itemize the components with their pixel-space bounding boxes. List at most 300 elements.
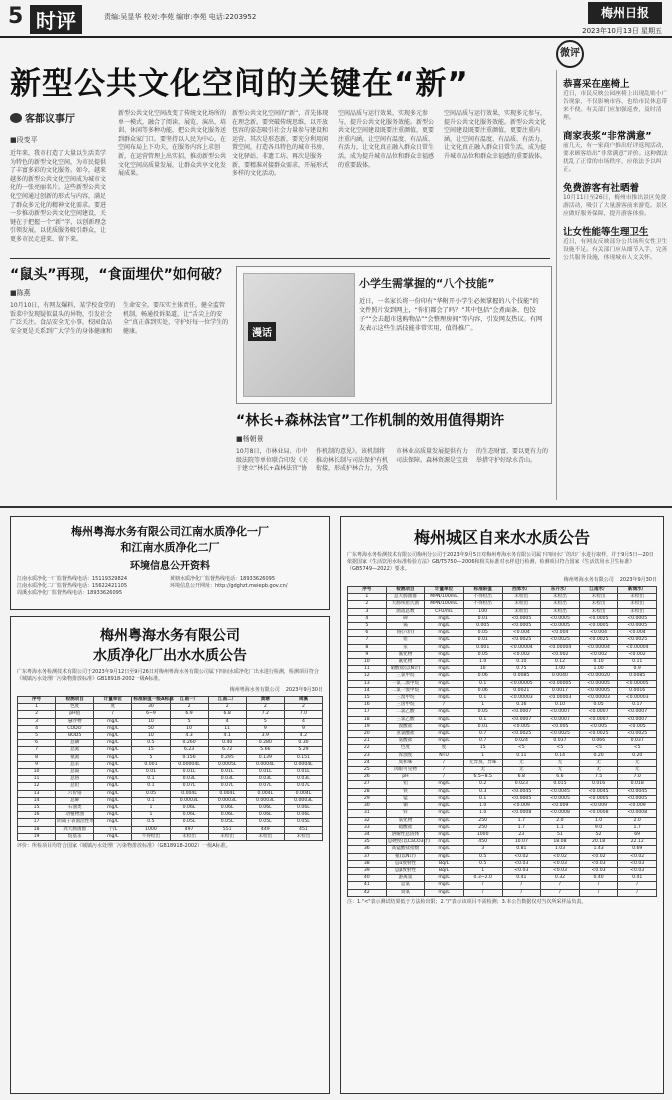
right-rail — [556, 70, 671, 500]
tw-table-cell: mg/L — [425, 781, 464, 788]
ww-company: 梅州粤海水务有限公司 — [229, 687, 280, 693]
tw-table-cell: / — [541, 882, 580, 889]
ww-column-header: 序号 — [18, 697, 56, 704]
tw-table-cell: 18 — [348, 716, 387, 723]
tw-table-cell: 12 — [348, 673, 387, 680]
tw-table-cell: 臭和味 — [386, 759, 425, 766]
ww-table-cell: mg/L — [94, 812, 132, 819]
tw-table-cell: 1 — [463, 702, 502, 709]
tw-table-row — [348, 630, 657, 637]
tw-table-cell: 无 — [579, 767, 618, 774]
tw-table-row — [348, 781, 657, 788]
ww-table-cell: 0.295 — [208, 754, 246, 761]
tw-table-cell: / — [618, 882, 657, 889]
tw-table-cell: mg/L — [425, 637, 464, 644]
ww-table-cell: 50 — [132, 725, 170, 732]
tw-table-cell: 1.7 — [618, 824, 657, 831]
tw-table-row — [348, 824, 657, 831]
column-3-text: 新型公共文化空间的“新”，首先体现在理念新。要突破传统思维，以开放包容的姿态吸引社会力量参与建设和运营。其次是形态新，要充分利用闲置空间，打造各具特色的城市书房、文化驿站、非遗工坊。再次是服务新，要精准对接群众需求，开展形式多样的文化活动。 — [232, 110, 329, 178]
tw-table-cell: <0.005 — [502, 723, 541, 730]
tw-table-cell: 30 — [348, 803, 387, 810]
ww-table-cell: mg/L — [94, 805, 132, 812]
ww-table-cell: 19 — [18, 833, 56, 840]
hotline-line: 周溪水质净化厂监督热线电话：18933626095 — [17, 590, 122, 596]
tw-table-cell: 0.16 — [502, 702, 541, 709]
tw-table-row — [348, 752, 657, 759]
tw-table-cell: 0.0017 — [541, 687, 580, 694]
tw-table-cell: <0.0045 — [541, 788, 580, 795]
ww-table-cell: 2 — [208, 704, 246, 711]
tw-table-cell: 0.015 — [541, 781, 580, 788]
ww-table-cell: 0.001 — [132, 761, 170, 768]
tw-table-cell: <0.0045 — [579, 788, 618, 795]
tw-table-cell: <0.009 — [541, 803, 580, 810]
tw-table-cell: / — [502, 882, 541, 889]
tw-column-header: 西郊水厂 — [502, 587, 541, 594]
tw-table-cell: 大肠埃希氏菌 — [386, 601, 425, 608]
tw-table-cell: 0.005 — [463, 623, 502, 630]
tw-table-row — [348, 867, 657, 874]
guest-column-byline: ■段变平 — [10, 136, 38, 144]
tw-table-cell: 51 — [541, 831, 580, 838]
tw-table-cell: <0.002 — [618, 651, 657, 658]
cartoon-box — [236, 266, 552, 404]
env-ad-title-2: 和江南水质净化二厂 — [120, 541, 220, 554]
tw-table-cell: 铁 — [386, 788, 425, 795]
tw-table-cell: 0.0016 — [618, 687, 657, 694]
ww-table-cell: 0.06L — [170, 805, 208, 812]
tw-table-cell: 未检出 — [618, 594, 657, 601]
tw-table-row — [348, 745, 657, 752]
tw-table-cell: 14 — [348, 687, 387, 694]
ww-table-row — [18, 833, 323, 840]
hotline-line: 黄塘水质净化厂监督热线电话：18933626095 — [170, 576, 275, 582]
ww-table-row — [18, 805, 323, 812]
ww-table-cell: 总汞 — [56, 761, 94, 768]
tw-table-cell: 三氯甲烷 — [386, 673, 425, 680]
tw-table-row — [348, 615, 657, 622]
ww-table-cell: 0.151 — [284, 754, 322, 761]
tw-table-row — [348, 659, 657, 666]
ww-table-cell: 2 — [284, 704, 322, 711]
tw-table-cell: 菌落总数 — [386, 608, 425, 615]
section-number: 5 — [8, 4, 24, 29]
tw-table-cell: 0.10 — [579, 659, 618, 666]
tw-table-cell: mg/L — [425, 839, 464, 846]
tw-table-row — [348, 767, 657, 774]
tw-table-cell: 0.0085 — [502, 673, 541, 680]
column-4-text: 空间品质与运行效果，实现多元参与，提升公共文化服务效能。新型公共文化空间建设既要注重颜值，更要注重内涵，让空间有温度、有品质、有活力，让文化真正融入群众日常生活，成为提升城市品位和群众幸福感的重要载体。 — [338, 110, 435, 169]
ww-table-cell: 0.03L — [170, 776, 208, 783]
ww-table-cell: 0.0004L — [284, 761, 322, 768]
tw-table-cell: 0.024 — [502, 738, 541, 745]
ww-table-cell: 4 — [284, 718, 322, 725]
tw-table-row — [348, 702, 657, 709]
tw-table-cell: 0.20 — [618, 752, 657, 759]
tw-table-cell: / — [425, 774, 464, 781]
ww-table-cell: 0.06L — [284, 812, 322, 819]
ww-table-cell: 11 — [18, 776, 56, 783]
tw-table-cell: 7 — [348, 637, 387, 644]
cartoon-title: 小学生需掌握的“八个技能” — [359, 277, 495, 290]
tw-table-cell: <0.0007 — [579, 709, 618, 716]
tw-table-cell: <0.0025 — [502, 731, 541, 738]
tw-table-cell: 1 — [463, 752, 502, 759]
tw-column-header: 江南水厂 — [579, 587, 618, 594]
tw-table-cell: <0.0007 — [541, 709, 580, 716]
ww-table-cell: 0.03L — [208, 776, 246, 783]
tw-table-cell: 0.1 — [463, 716, 502, 723]
tw-table-cell: / — [618, 889, 657, 896]
ww-table-cell: 烷基汞 — [56, 833, 94, 840]
wastewater-quality-notice — [10, 616, 330, 1094]
tw-table-cell: Bq/L — [425, 860, 464, 867]
tw-table-cell: <0.02 — [618, 853, 657, 860]
tw-table-cell: 0.1 — [463, 695, 502, 702]
paper-logo: 梅州日报 — [588, 2, 662, 24]
tw-table-cell: 一氯二溴甲烷 — [386, 680, 425, 687]
tw-table-cell: 0.018 — [618, 781, 657, 788]
tw-table-cell: / — [579, 882, 618, 889]
tw-table-cell: <0.009 — [502, 803, 541, 810]
ww-table-cell: 未检出 — [208, 833, 246, 840]
ww-table-row — [18, 733, 323, 740]
tw-table-cell: 1.03 — [541, 846, 580, 853]
tw-table-cell: 0.023 — [502, 781, 541, 788]
ww-table-cell: 0.01L — [246, 769, 284, 776]
tw-table-cell: 0.11 — [502, 752, 541, 759]
ww-table-cell: 石油类 — [56, 805, 94, 812]
ww-column-header: 黄塘 — [246, 697, 284, 704]
tw-table-cell: <0.03 — [502, 860, 541, 867]
tw-table-row — [348, 774, 657, 781]
hotline-line: 江南水质净化二厂监督热线电话：15622421105 — [17, 583, 127, 589]
tw-table-cell: 250 — [463, 824, 502, 831]
tw-table-row — [348, 882, 657, 889]
tw-table-cell: <0.0007 — [541, 716, 580, 723]
tw-table-cell: 未检出 — [541, 608, 580, 615]
ww-table-cell: 9 — [18, 761, 56, 768]
ww-table-cell: 0.004L — [284, 790, 322, 797]
tw-table-cell: 7.0 — [618, 774, 657, 781]
tw-table-cell: 氟化物 — [386, 659, 425, 666]
ww-table-cell: 4.3 — [170, 733, 208, 740]
tw-table-cell: mg/L — [425, 659, 464, 666]
tw-table-cell: 无 — [541, 759, 580, 766]
tw-table-cell: mg/L — [425, 824, 464, 831]
tw-table-cell: 0.1 — [463, 680, 502, 687]
ww-table-cell: 0.00004L — [170, 761, 208, 768]
tw-table-cell: <0.00003 — [618, 695, 657, 702]
ww-table-cell: BOD5 — [56, 733, 94, 740]
ww-date: 2023年9月30日 — [285, 687, 323, 693]
ww-table-cell: 6.72 — [208, 747, 246, 754]
tw-table-cell: <0.004 — [618, 630, 657, 637]
tw-table-row — [348, 637, 657, 644]
hotline-line: 环境信息公开网址：http://gdghzt.meiepb.gov.cn/ — [170, 583, 288, 589]
section-name: 时评 — [30, 5, 82, 34]
tw-column-header: 新城水厂 — [618, 587, 657, 594]
tw-table-cell: mg/L — [425, 795, 464, 802]
tw-table-cell: Bq/L — [425, 867, 464, 874]
tw-table-cell: 450 — [463, 839, 502, 846]
page-header — [0, 0, 672, 38]
ww-table-cell: 总砷 — [56, 797, 94, 804]
page-divider — [0, 506, 672, 508]
tw-table-cell: 0.3 — [463, 788, 502, 795]
tw-table-cell: <0.0005 — [502, 795, 541, 802]
tw-table-cell: 20.18 — [579, 839, 618, 846]
tw-table-cell: 1.7 — [502, 824, 541, 831]
ww-footnote: 评价：所检项目均符合国家《城镇污水处理厂污染物排放标准》（GB18918-2002）一级A标准。 — [17, 843, 231, 850]
tw-table-cell: 0.69 — [618, 846, 657, 853]
tw-table-cell: <0.00005 — [579, 680, 618, 687]
tw-table-cell: 0.01 — [463, 723, 502, 730]
ww-table-cell: 449 — [246, 826, 284, 833]
tw-table-cell: 0.20 — [579, 752, 618, 759]
rail-item-title: 免费游客有社晒着 — [563, 183, 640, 194]
ww-table-cell: 15 — [132, 747, 170, 754]
tw-table-cell: <0.0025 — [541, 731, 580, 738]
tw-table-cell: <0.0008 — [541, 810, 580, 817]
ww-table-cell: 4.1 — [208, 733, 246, 740]
tw-table-cell: 无 — [502, 767, 541, 774]
tw-table-cell: 氯化物 — [386, 817, 425, 824]
tw-table-cell: <0.0007 — [579, 716, 618, 723]
tw-table-cell: 41 — [348, 882, 387, 889]
ww-table-cell: 1 — [132, 805, 170, 812]
tw-table-row — [348, 759, 657, 766]
ww-table-cell: 0.05L — [284, 819, 322, 826]
ww-table-cell: 9 — [246, 725, 284, 732]
tap-water-quality-notice — [340, 516, 664, 1094]
tw-table-cell: 铝 — [386, 781, 425, 788]
tw-table-cell: 浑浊度 — [386, 752, 425, 759]
article-2-title: “鼠头”再现，“食面埋伏”如何破？ — [10, 267, 229, 283]
tw-table-row — [348, 709, 657, 716]
tw-table-row — [348, 795, 657, 802]
tw-table-row — [348, 846, 657, 853]
tw-table-cell: 1.0 — [579, 817, 618, 824]
ww-table-cell: 16 — [18, 812, 56, 819]
ww-table-cell: 0.0003L — [246, 797, 284, 804]
ww-table-cell: 5 — [18, 733, 56, 740]
tw-table-cell: 23 — [502, 831, 541, 838]
tw-table-cell: <0.005 — [579, 723, 618, 730]
tw-table-cell: 亚氯酸盐 — [386, 731, 425, 738]
tw-table-cell: 总α放射性 — [386, 860, 425, 867]
tw-table-cell: <0.00005 — [502, 680, 541, 687]
ww-column-header: 周溪 — [284, 697, 322, 704]
ww-table-cell: 0.05L — [208, 819, 246, 826]
tw-table-cell: 氨(以N计) — [386, 853, 425, 860]
tw-table — [347, 586, 657, 897]
tw-table-cell: 18.08 — [541, 839, 580, 846]
ww-table-cell: 0.156 — [170, 754, 208, 761]
rail-item-text: 近日，市民反映公园座椅上出现乱贴小广告现象，不仅影响市容，也给市民休息带来不便。有关部门应加强巡查，及时清理。 — [563, 91, 668, 121]
tw-table-row — [348, 644, 657, 651]
ww-table-cell: 3 — [18, 718, 56, 725]
tw-table-row — [348, 594, 657, 601]
ww-table-cell: 个/L — [94, 826, 132, 833]
tw-date: 2023年9月30日 — [619, 577, 657, 583]
ww-title-1: 梅州粤海水务有限公司 — [100, 628, 240, 644]
tw-table-cell: 0.40 — [579, 875, 618, 882]
ww-table-cell: 0.06L — [284, 805, 322, 812]
tw-table-cell: 29 — [348, 795, 387, 802]
tw-table-cell: <0.0005 — [579, 615, 618, 622]
tw-table-cell: <0.03 — [618, 867, 657, 874]
tw-table-cell: 无 — [618, 759, 657, 766]
ww-table-cell: 0.06L — [208, 805, 246, 812]
ww-table-cell: 总铬 — [56, 776, 94, 783]
tw-table-cell: <0.00003 — [502, 695, 541, 702]
tw-table-cell: 1.7 — [502, 817, 541, 824]
tw-table-cell: CFU/mL — [425, 608, 464, 615]
tw-table-cell: mg/L — [425, 644, 464, 651]
ww-table-cell: 4 — [208, 718, 246, 725]
tw-table-cell: mg/L — [425, 651, 464, 658]
tw-table-cell: <0.0025 — [618, 731, 657, 738]
tw-table-row — [348, 788, 657, 795]
ww-table-cell: 6~9 — [132, 711, 170, 718]
tw-table-cell: 未检出 — [618, 608, 657, 615]
tw-table-cell: <0.0005 — [579, 623, 618, 630]
tw-table-cell: <0.0005 — [541, 795, 580, 802]
tw-table-row — [348, 817, 657, 824]
tw-table-cell: <0.03 — [579, 867, 618, 874]
tw-table-row — [348, 810, 657, 817]
ww-table-cell: 7.2 — [246, 711, 284, 718]
tw-table-cell: 0.7 — [463, 731, 502, 738]
tw-table-cell: <0.0008 — [502, 810, 541, 817]
tw-table-cell: mg/L — [425, 853, 464, 860]
tw-table-cell: <0.00003 — [579, 695, 618, 702]
tw-table-cell: 15 — [348, 695, 387, 702]
tw-table-cell: 三卤甲烷 — [386, 702, 425, 709]
env-ad-subtitle: 环境信息公开资料 — [130, 561, 210, 572]
ww-table-cell: 15 — [18, 805, 56, 812]
tw-table-cell: 锌 — [386, 810, 425, 817]
tw-table-cell: 69 — [618, 831, 657, 838]
ww-table-cell: 0.05L — [246, 819, 284, 826]
tw-table-cell: <0.0007 — [618, 709, 657, 716]
ww-table-cell: 0.06L — [170, 812, 208, 819]
tw-table-row — [348, 608, 657, 615]
tw-table-cell: mg/L — [425, 666, 464, 673]
ww-table-cell: 6.23 — [170, 747, 208, 754]
tw-table-row — [348, 860, 657, 867]
tw-table-cell: <0.03 — [541, 867, 580, 874]
tw-table-cell: 0.001 — [463, 644, 502, 651]
tw-table-cell: 6.5~8.5 — [463, 774, 502, 781]
ww-table-cell: 0.0004L — [246, 761, 284, 768]
tw-table-cell: 0.12 — [541, 659, 580, 666]
tw-table-cell: 未检出 — [541, 594, 580, 601]
ww-table-cell: 氨氮 — [56, 754, 94, 761]
tw-table-cell: 无 — [502, 759, 541, 766]
tw-table-cell: 2 — [348, 601, 387, 608]
tw-table-cell: 1.0 — [463, 659, 502, 666]
tw-table-cell: 1.1 — [541, 824, 580, 831]
ww-table-cell: 2 — [246, 704, 284, 711]
editors-line: 责编:吴显华 校对:李苑 编审:李苑 电话:2203952 — [104, 13, 257, 21]
ww-table-cell: 0.1 — [132, 776, 170, 783]
tw-table-cell: 0.06 — [463, 673, 502, 680]
tw-table-cell: mg/L — [425, 723, 464, 730]
tw-table-cell: mg/L — [425, 716, 464, 723]
tw-table-cell: <0.03 — [541, 860, 580, 867]
tw-table-cell: 10.07 — [502, 839, 541, 846]
tw-table-cell: <0.0025 — [541, 637, 580, 644]
tw-table-cell: <0.00004 — [541, 644, 580, 651]
tw-table-cell: mg/L — [425, 889, 464, 896]
tw-table-cell: <0.009 — [618, 803, 657, 810]
ww-table-cell: pH值 — [56, 711, 94, 718]
ww-table-cell: 色度 — [56, 704, 94, 711]
rail-item-title: 恭喜采在座椅上 — [563, 79, 630, 90]
tw-table-cell: 0.05 — [463, 630, 502, 637]
ww-table-cell: 0.05L — [170, 819, 208, 826]
tw-table-cell: <0.0008 — [579, 810, 618, 817]
tw-table-cell: 32 — [348, 817, 387, 824]
ww-table-cell: 1 — [18, 704, 56, 711]
tw-table-cell: 35 — [348, 839, 387, 846]
tw-table-row — [348, 623, 657, 630]
ww-table-cell: 粪大肠菌群 — [56, 826, 94, 833]
tw-table-cell: 无异臭、异味 — [463, 759, 502, 766]
tw-table-cell: 1 — [463, 867, 502, 874]
rail-item-title: 商家表浆“非常满意” — [563, 131, 652, 142]
tw-table-cell: <0.009 — [579, 803, 618, 810]
tw-table-cell: 6.8 — [502, 774, 541, 781]
tw-table-cell: 汞 — [386, 644, 425, 651]
ww-table-cell: 不得检出 — [132, 833, 170, 840]
tw-table-cell: 三溴甲烷 — [386, 695, 425, 702]
ww-table-cell: 0.139 — [246, 754, 284, 761]
tw-table-cell: / — [463, 882, 502, 889]
ww-table-row — [18, 740, 323, 747]
tw-table-cell: 0.14 — [541, 752, 580, 759]
tw-table-cell: 总硬度(以CaCO3计) — [387, 839, 430, 845]
tw-table-cell: 33 — [348, 824, 387, 831]
tw-table-row — [348, 651, 657, 658]
tw-table-cell: mg/L — [425, 623, 464, 630]
tw-table-cell: 0.9 — [618, 666, 657, 673]
ww-table-cell: mg/L — [94, 776, 132, 783]
rail-item-text: 近日，有网友反映部分公共场所女性卫生设施不足。有关部门应从细节入手，完善公共服务设施，体现城市人文关怀。 — [563, 239, 668, 261]
tw-table-cell: 20 — [348, 731, 387, 738]
guest-column-text: 近年来，我市打造了大量以生活美学为特色的新型文化空间，为市民提供了丰富多彩的文化服务。如今，越来越多的新型公共文化空间成为城市文化的一张亮丽名片。这些新型公共文化空间通过创新的形式与内容，满足了群众多元化的精神文化需求。要进一步推动新型公共文化空间建设，关键在于把握一个“新”字，以创新理念引领发展，以优质服务吸引群众，让更多市民走进来、留下来。 — [10, 150, 107, 243]
ww-table-cell: 0.03L — [246, 776, 284, 783]
tw-table-cell: <0.0025 — [618, 637, 657, 644]
ww-table-cell: mg/L — [94, 740, 132, 747]
tw-table-cell: 0.32 — [541, 875, 580, 882]
ww-table-cell: 0.06L — [246, 805, 284, 812]
issue-date: 2023年10月13日 星期五 — [582, 27, 662, 35]
environment-info-ad — [10, 516, 330, 610]
ww-table-row — [18, 725, 323, 732]
ww-table-cell: 11 — [208, 725, 246, 732]
tw-table-cell: <0.00005 — [618, 680, 657, 687]
tw-table-cell: 19 — [348, 723, 387, 730]
tw-table-cell: 5 — [348, 623, 387, 630]
ww-table-cell: / — [94, 711, 132, 718]
ww-table-row — [18, 718, 323, 725]
tw-table-cell: <0.0007 — [618, 716, 657, 723]
tw-table-cell: mg/L — [425, 882, 464, 889]
tw-table-cell: mg/L — [425, 738, 464, 745]
